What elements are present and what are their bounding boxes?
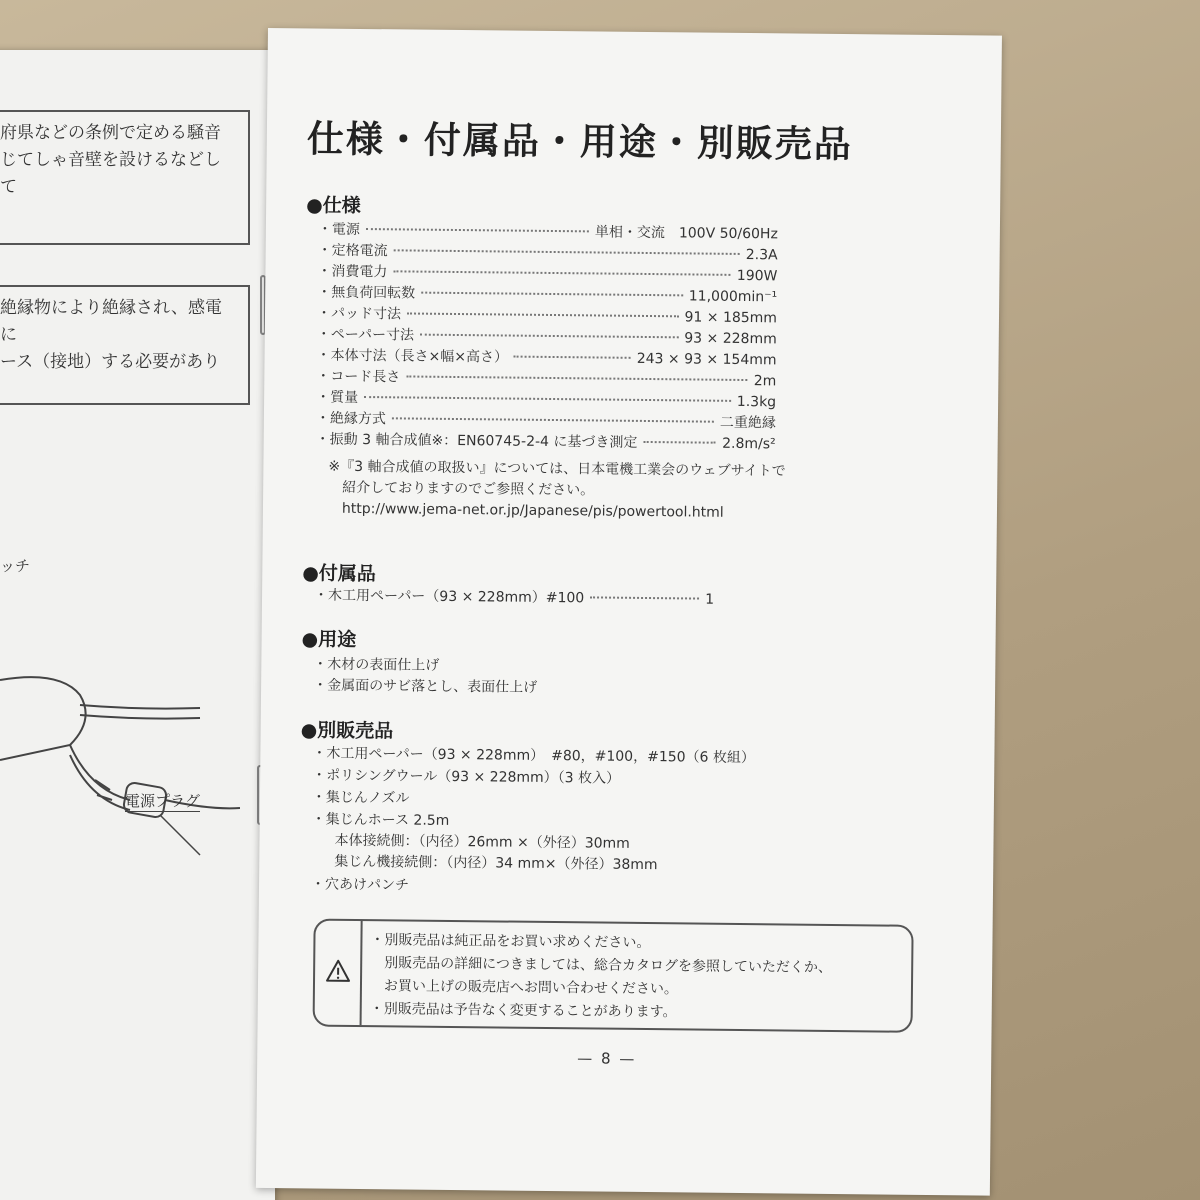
hose-sub-item: 本体接続側：（内径）26mm ×（外径）30mm xyxy=(334,832,630,852)
spec-value: 2m xyxy=(753,373,777,390)
caution-line: 別販売品の詳細につきましては、総合カタログを参照していただくか、 xyxy=(370,955,832,976)
sander-cord-drawing xyxy=(0,650,240,870)
spec-value: 2.8m/s² xyxy=(722,435,776,453)
vibration-note xyxy=(328,457,786,525)
left-warning-box-2 xyxy=(0,285,250,405)
accessory-label: ・木工用ペーパー（93 × 228mm）#100 xyxy=(313,587,585,607)
spec-row xyxy=(316,429,776,455)
left-page xyxy=(0,50,275,1200)
leader-dots xyxy=(590,596,699,599)
spec-value: 11,000min⁻¹ xyxy=(688,288,778,306)
spec-value: 単相・交流 100V 50/60Hz xyxy=(594,224,778,243)
left-box1-line: 府県などの条例で定める騒音 xyxy=(0,123,221,143)
left-box1-line: じてしゃ音壁を設けるなどして xyxy=(0,150,221,197)
spec-value: 1.3kg xyxy=(736,393,777,411)
accessory-quantity: 1 xyxy=(705,591,715,608)
right-page xyxy=(256,28,1002,1196)
leader-dots xyxy=(393,270,730,276)
use-item: ・木材の表面仕上げ xyxy=(313,656,440,674)
leader-dots xyxy=(514,356,631,359)
caution-line: ・別販売品は予告なく変更することがあります。 xyxy=(369,1001,677,1021)
page-title: 仕様・付属品・用途・別販売品 xyxy=(306,117,854,167)
accessories-heading: ●付属品 xyxy=(302,562,376,586)
optional-item: ・集じんホース 2.5m xyxy=(311,811,450,829)
spec-label: ・無負荷回転数 xyxy=(317,284,416,302)
note-url: http://www.jema-net.or.jp/Japanese/pis/powertool.html xyxy=(327,500,724,521)
spec-label: ・消費電力 xyxy=(317,263,388,281)
leader-dots xyxy=(420,334,678,339)
left-box2-line: ース（接地）する必要があり xyxy=(0,352,221,372)
spec-label: ・質量 xyxy=(316,389,359,406)
caution-line: ・別販売品は純正品をお買い求めください。 xyxy=(370,932,651,952)
caution-box xyxy=(313,919,914,1033)
power-plug-label: 電源プラグ xyxy=(125,792,201,810)
leader-dots xyxy=(421,292,683,297)
spec-label: ・定格電流 xyxy=(317,242,388,260)
leader-dots xyxy=(366,228,589,232)
leader-dots xyxy=(394,249,740,255)
optional-item: ・集じんノズル xyxy=(311,789,410,807)
optional-heading: ●別販売品 xyxy=(300,719,394,743)
spec-label: ・パッド寸法 xyxy=(316,305,402,323)
spec-value: 190W xyxy=(736,267,778,285)
hose-sub-item: 集じん機接続側：（内径）34 mm×（外径）38mm xyxy=(334,853,658,874)
leader-dots xyxy=(364,396,731,402)
spec-label: ・電源 xyxy=(317,221,360,238)
caution-text xyxy=(370,929,833,1026)
leader-dots xyxy=(392,417,714,422)
spec-label: ・絶縁方式 xyxy=(315,410,386,428)
spec-value: 2.3A xyxy=(745,247,778,264)
note-line: ※『3 軸合成値の取扱い』については、日本電機工業会のウェブサイトで xyxy=(328,458,786,480)
spec-label: ・振動 3 軸合成値※：EN60745-2-4 に基づき測定 xyxy=(315,431,638,451)
optional-item: ・ポリシングウール（93 × 228mm）（3 枚入） xyxy=(312,767,621,787)
page-number: — 8 — xyxy=(577,1049,637,1068)
spec-label: ・ペーパー寸法 xyxy=(316,326,415,344)
leader-dots xyxy=(407,312,679,317)
spec-value: 二重絶縁 xyxy=(719,414,776,432)
note-line: 紹介しておりますのでご参照ください。 xyxy=(328,479,595,499)
leader-dots xyxy=(406,375,747,381)
spec-value: 91 × 185mm xyxy=(684,309,778,327)
specs-heading: ●仕様 xyxy=(306,194,361,217)
caution-divider xyxy=(360,921,363,1025)
caution-line: お買い上げの販売店へお問い合わせください。 xyxy=(369,978,679,998)
optional-item: ・木工用ペーパー（93 × 228mm） #80，#100，#150（6 枚組） xyxy=(312,745,756,767)
left-box2-line: 絶縁物により絶縁され、感電に xyxy=(0,298,223,345)
spec-value: 93 × 228mm xyxy=(684,330,777,348)
leader-dots xyxy=(643,441,716,444)
switch-label: ッチ xyxy=(0,557,31,575)
spec-label: ・本体寸法（長さ×幅×高さ） xyxy=(316,347,509,366)
use-item: ・金属面のサビ落とし、表面仕上げ xyxy=(313,677,538,696)
accessory-row xyxy=(314,585,714,610)
warning-triangle-icon xyxy=(325,959,351,983)
spec-label: ・コード長さ xyxy=(316,368,401,386)
uses-heading: ●用途 xyxy=(301,628,357,651)
left-warning-box-1 xyxy=(0,110,250,245)
optional-item: ・穴あけパンチ xyxy=(310,876,410,894)
spec-value: 243 × 93 × 154mm xyxy=(636,350,777,369)
